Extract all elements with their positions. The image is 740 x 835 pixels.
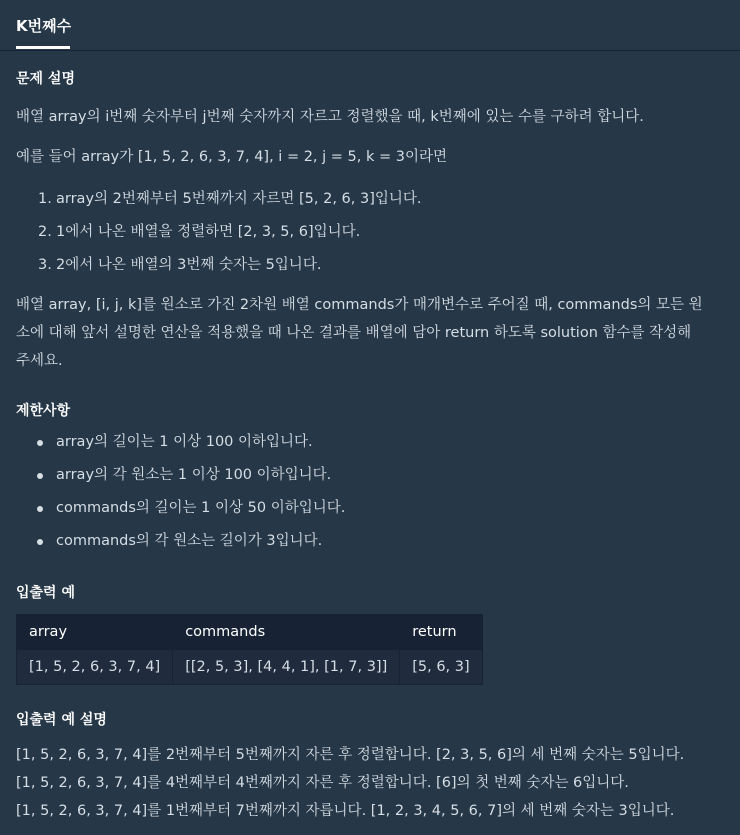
step-number: 3. <box>38 257 52 273</box>
tab-problem[interactable]: K번째수 <box>16 17 72 35</box>
explanation-line-1: [1, 5, 2, 6, 3, 7, 4]를 2번째부터 5번째까지 자른 후 정렬합니다. [2, 3, 5, 6]의 세 번째 숫자는 5입니다. <box>16 747 685 763</box>
problem-intro: 배열 array의 i번째 숫자부터 j번째 숫자까지 자르고 정렬했을 때, k번째에 있는 수를 구하려 합니다. <box>16 109 644 125</box>
step-text: 2에서 나온 배열의 3번째 숫자는 5입니다. <box>56 257 322 273</box>
bullet-icon <box>37 506 43 512</box>
column-header-commands: commands <box>173 615 400 650</box>
io-example-heading: 입출력 예 <box>16 585 75 601</box>
limit-text: array의 길이는 1 이상 100 이하입니다. <box>56 434 313 450</box>
problem-description-heading: 문제 설명 <box>16 71 75 87</box>
step-text: array의 2번째부터 5번째까지 자르면 [5, 2, 6, 3]입니다. <box>56 191 422 207</box>
limit-text: commands의 각 원소는 길이가 3입니다. <box>56 533 323 549</box>
step-number: 1. <box>38 191 52 207</box>
task-line-3: 주세요. <box>16 353 63 369</box>
tab-bar <box>0 0 740 51</box>
table-row <box>17 650 483 685</box>
bullet-icon <box>37 473 43 479</box>
column-header-return: return <box>400 615 483 650</box>
active-tab-indicator <box>16 46 70 49</box>
limit-text: array의 각 원소는 1 이상 100 이하입니다. <box>56 467 332 483</box>
bullet-icon <box>37 539 43 545</box>
limits-heading: 제한사항 <box>16 403 71 419</box>
example-intro: 예를 들어 array가 [1, 5, 2, 6, 3, 7, 4], i = 2, j = 5, k = 3이라면 <box>16 149 447 165</box>
step-text: 1에서 나온 배열을 정렬하면 [2, 3, 5, 6]입니다. <box>56 224 361 240</box>
explanation-line-2: [1, 5, 2, 6, 3, 7, 4]를 4번째부터 4번째까지 자른 후 정렬합니다. [6]의 첫 번째 숫자는 6입니다. <box>16 775 629 791</box>
io-example-table <box>16 614 483 685</box>
bullet-icon <box>37 440 43 446</box>
table-cell: [5, 6, 3] <box>400 650 483 685</box>
table-header-row <box>17 615 483 650</box>
task-line-2: 소에 대해 앞서 설명한 연산을 적용했을 때 나온 결과를 배열에 담아 return 하도록 solution 함수를 작성해 <box>16 325 692 341</box>
table-cell: [[2, 5, 3], [4, 4, 1], [1, 7, 3]] <box>173 650 400 685</box>
io-explanation-heading: 입출력 예 설명 <box>16 712 107 728</box>
column-header-array: array <box>17 615 173 650</box>
explanation-line-3: [1, 5, 2, 6, 3, 7, 4]를 1번째부터 7번째까지 자릅니다. [1, 2, 3, 4, 5, 6, 7]의 세 번째 숫자는 3입니다. <box>16 803 675 819</box>
limit-text: commands의 길이는 1 이상 50 이하입니다. <box>56 500 346 516</box>
task-line-1: 배열 array, [i, j, k]를 원소로 가진 2차원 배열 commands가 매개변수로 주어질 때, commands의 모든 원 <box>16 297 703 313</box>
step-number: 2. <box>38 224 52 240</box>
table-cell: [1, 5, 2, 6, 3, 7, 4] <box>17 650 173 685</box>
